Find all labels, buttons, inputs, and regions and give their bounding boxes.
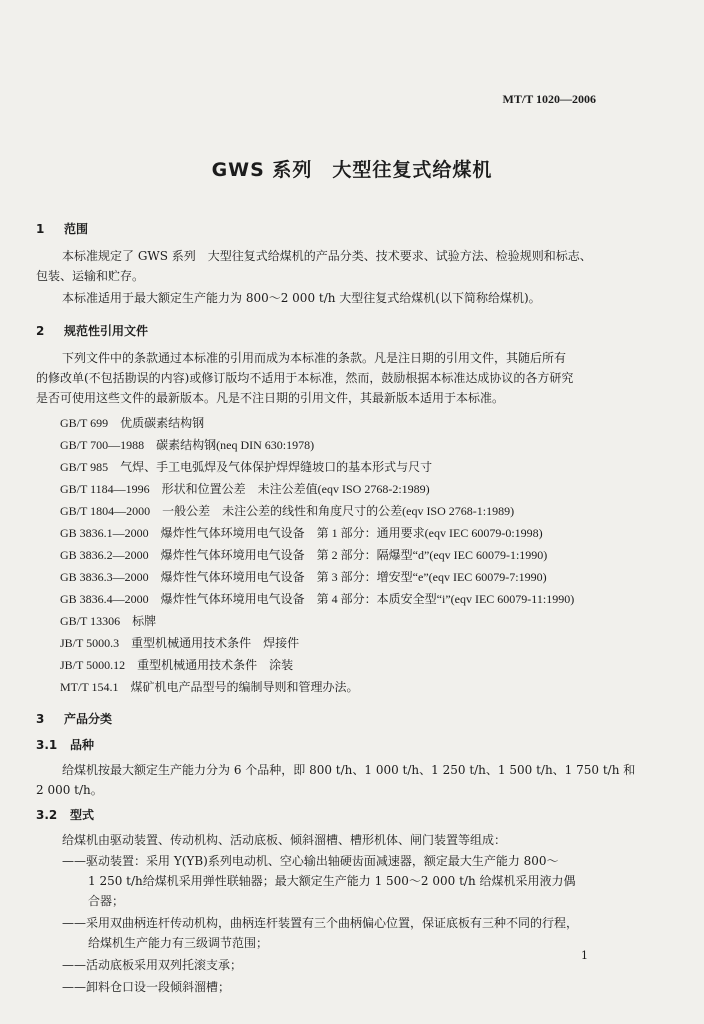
reference-item: JB/T 5000.3 重型机械通用技术条件 焊接件 <box>60 636 300 650</box>
subsection-3-2-heading <box>36 806 94 823</box>
reference-item: GB 3836.3—2000 爆炸性气体环境用电气设备 第 3 部分：增安型“e”(eqv IEC 60079-7:1990) <box>60 570 547 584</box>
reference-item: GB/T 13306 标牌 <box>60 614 157 628</box>
paragraph: 给煤机按最大额定生产能力分为 6 个品种，即 800 t/h、1 000 t/h、1 250 t/h、1 500 t/h、1 750 t/h 和 <box>62 763 636 777</box>
section-3-heading <box>36 710 112 727</box>
reference-item: JB/T 5000.12 重型机械通用技术条件 涂装 <box>60 658 294 672</box>
section-title: 规范性引用文件 <box>64 324 149 338</box>
section-title: 型式 <box>70 808 95 822</box>
reference-item: GB/T 699 优质碳素结构钢 <box>60 416 205 430</box>
page-number: 1 <box>581 949 588 962</box>
reference-item: GB 3836.2—2000 爆炸性气体环境用电气设备 第 2 部分：隔爆型“d”(eqv IEC 60079-1:1990) <box>60 548 548 562</box>
list-item: ——采用双曲柄连杆传动机构，曲柄连杆装置有三个曲柄偏心位置，保证底板有三种不同的行程， <box>62 916 579 930</box>
section-number: 3.1 <box>36 738 58 752</box>
section-number: 1 <box>36 222 45 236</box>
section-title: 品种 <box>70 738 95 752</box>
section-1-heading <box>36 220 88 237</box>
paragraph: 2 000 t/h。 <box>36 783 103 797</box>
section-title: 产品分类 <box>64 712 113 726</box>
reference-item: GB/T 1804—2000 一般公差 未注公差的线性和角度尺寸的公差(eqv ISO 2768-1:1989) <box>60 504 515 518</box>
reference-item: MT/T 154.1 煤矿机电产品型号的编制导则和管理办法。 <box>60 680 359 694</box>
paragraph: 的修改单(不包括勘误的内容)或修订版均不适用于本标准，然而，鼓励根据本标准达成协议的各方研究 <box>36 371 574 385</box>
list-item: ——驱动装置：采用 Y(YB)系列电动机、空心输出轴硬齿面减速器，额定最大生产能力 800～ <box>62 854 559 868</box>
reference-item: GB 3836.4—2000 爆炸性气体环境用电气设备 第 4 部分：本质安全型“i”(eqv IEC 60079-11:1990) <box>60 592 575 606</box>
reference-item: GB/T 1184—1996 形状和位置公差 未注公差值(eqv ISO 2768-2:1989) <box>60 482 430 496</box>
reference-item: GB/T 700—1988 碳素结构钢(neq DIN 630:1978) <box>60 438 315 452</box>
list-item-continuation: 合器； <box>88 894 125 908</box>
list-item: ——活动底板采用双列托滚支承； <box>62 958 243 972</box>
reference-item: GB/T 985 气焊、手工电弧焊及气体保护焊焊缝坡口的基本形式与尺寸 <box>60 460 433 474</box>
section-2-heading <box>36 322 148 339</box>
section-number: 3.2 <box>36 808 58 822</box>
section-number: 3 <box>36 712 45 726</box>
list-item-continuation: 给煤机生产能力有三级调节范围； <box>88 936 269 950</box>
paragraph: 下列文件中的条款通过本标准的引用而成为本标准的条款。凡是注日期的引用文件，其随后所有 <box>62 351 567 365</box>
subsection-3-1-heading <box>36 736 94 753</box>
section-title: 范围 <box>64 222 89 236</box>
document-title: GWS 系列 大型往复式给煤机 <box>211 159 493 181</box>
paragraph: 包装、运输和贮存。 <box>36 269 145 283</box>
paragraph: 给煤机由驱动装置、传动机构、活动底板、倾斜溜槽、槽形机体、闸门装置等组成： <box>62 833 507 847</box>
paragraph: 本标准规定了 GWS 系列 大型往复式给煤机的产品分类、技术要求、试验方法、检验规则和标志、 <box>62 249 592 263</box>
paragraph: 本标准适用于最大额定生产能力为 800～2 000 t/h 大型往复式给煤机(以下简称给煤机)。 <box>62 291 541 305</box>
paragraph: 是否可使用这些文件的最新版本。凡是不注日期的引用文件，其最新版本适用于本标准。 <box>36 391 505 405</box>
list-item-continuation: 1 250 t/h给煤机采用弹性联轴器；最大额定生产能力 1 500～2 000 t/h 给煤机采用液力偶 <box>88 874 576 888</box>
section-number: 2 <box>36 324 45 338</box>
list-item: ——卸料仓口设一段倾斜溜槽； <box>62 980 231 994</box>
standard-code: MT/T 1020—2006 <box>502 92 596 106</box>
reference-item: GB 3836.1—2000 爆炸性气体环境用电气设备 第 1 部分：通用要求(eqv IEC 60079-0:1998) <box>60 526 543 540</box>
